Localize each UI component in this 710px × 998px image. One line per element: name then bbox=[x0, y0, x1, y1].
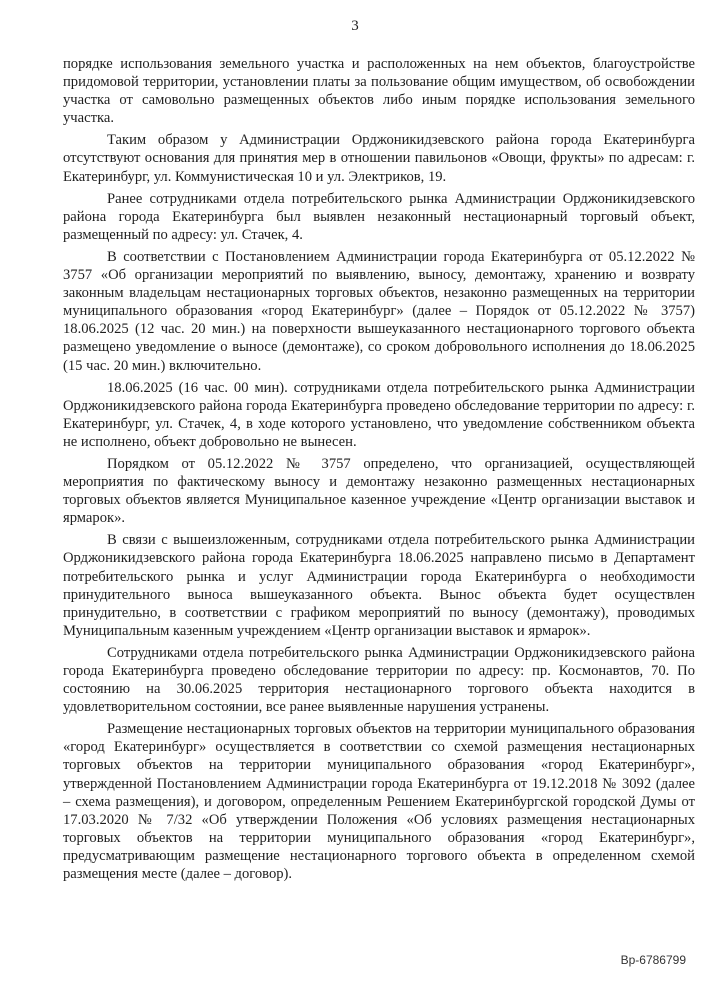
paragraph: Размещение нестационарных торговых объектов на территории муниципального образования «город Екатеринбург» осуществляется в соответствии со схемой размещения нестационарных торговых объектов на территории муниципального образования «город Екатеринбург», утвержденной Постановлением Администрации города Екатеринбурга от 19.12.2018 № 3092 (далее – схема размещения), и договором, определенным Решением Екатеринбургской городской Думы от 17.03.2020 № 7/32 «Об утверждении Положения «Об условиях размещения нестационарных торговых объектов на территории муниципального образования «город Екатеринбург», предусматривающим размещение нестационарного торгового объекта в определенном схемой размещения месте (далее – договор). bbox=[63, 721, 695, 883]
paragraph: 18.06.2025 (16 час. 00 мин). сотрудниками отдела потребительского рынка Администрации Орджоникидзевского района города Екатеринбурга проведено обследование территории по адресу: г. Екатеринбург, ул. Стачек, 4, в ходе которого установлено, что уведомление собственником объекта не исполнено, объект добровольно не вынесен. bbox=[63, 379, 695, 450]
document-body bbox=[63, 55, 695, 887]
paragraph: Таким образом у Администрации Орджоникидзевского района города Екатеринбурга отсутствуют основания для принятия мер в отношении павильонов «Овощи, фрукты» по адресам: г. Екатеринбург, ул. Коммунистическая 10 и ул. Электриков, 19. bbox=[63, 132, 695, 185]
paragraph: Сотрудниками отдела потребительского рынка Администрации Орджоникидзевского района города Екатеринбурга проведено обследование территории по адресу: пр. Космонавтов, 70. По состоянию на 30.06.2025 территория нестационарного торгового объекта находится в удовлетворительном состоянии, все ранее выявленные нарушения устранены. bbox=[63, 644, 695, 716]
paragraph-continuation: порядке использования земельного участка и расположенных на нем объектов, благоустройстве придомовой территории, установлении платы за пользование общим имуществом, об освобождении участка от самовольно размещенных объектов либо иным порядке использования земельного участка. bbox=[63, 56, 695, 127]
page-number: 3 bbox=[351, 18, 359, 34]
paragraph: Ранее сотрудниками отдела потребительского рынка Администрации Орджоникидзевского района города Екатеринбурга был выявлен незаконный нестационарный торговый объект, размещенный по адресу: ул. Стачек, 4. bbox=[63, 190, 695, 243]
paragraph: В соответствии с Постановлением Администрации города Екатеринбурга от 05.12.2022 № 3757 «Об организации мероприятий по выявлению, выносу, демонтажу, хранению и возврату законным владельцам нестационарных торговых объектов, незаконно размещенных на территории муниципального образования «город Екатеринбург» (далее – Порядок от 05.12.2022 № 3757) 18.06.2025 (12 час. 20 мин.) на поверхности вышеуказанного нестационарного торгового объекта размещено уведомление о выносе (демонтаже), со сроком добровольного исполнения до 18.06.2025 (15 час. 20 мин.) включительно. bbox=[63, 248, 695, 374]
paragraph: Порядком от 05.12.2022 № 3757 определено, что организацией, осуществляющей мероприятия по фактическому выносу и демонтажу незаконно размещенных нестационарных торговых объектов является Муниципальное казенное учреждение «Центр организации выставок и ярмарок». bbox=[63, 455, 695, 527]
document-reference-number: Вр-6786799 bbox=[620, 953, 686, 967]
paragraph: В связи с вышеизложенным, сотрудниками отдела потребительского рынка Администрации Орджоникидзевского района города Екатеринбурга 18.06.2025 направлено письмо в Департамент потребительского рынка и услуг Администрации города Екатеринбурга о необходимости принудительного выноса вышеуказанного объекта. Вынос объекта будет осуществлен принудительно, в соответствии с графиком мероприятий по выносу (демонтажу), проводимых Муниципальным казенным учреждением «Центр организации выставок и ярмарок». bbox=[63, 532, 695, 639]
